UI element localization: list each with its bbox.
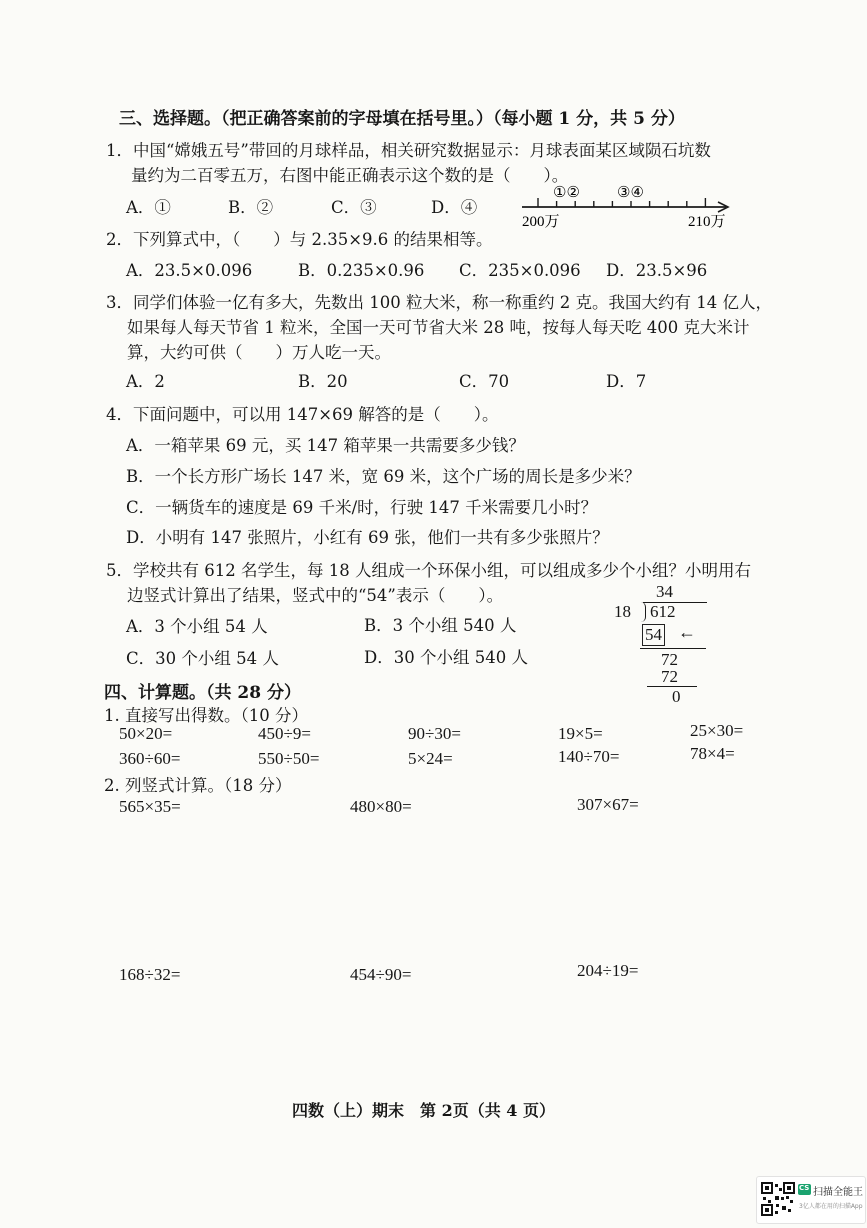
q1-option-d: D．④ [431, 198, 478, 217]
calc-item: 140÷70= [558, 747, 620, 766]
q1-line1: 1．中国“嫦娥五号”带回的月球样品，相关研究数据显示：月球表面某区域陨石坑数 [106, 141, 711, 160]
q4-option-d: D．小明有 147 张照片，小红有 69 张，他们一共有多少张照片？ [126, 528, 609, 547]
division-bracket [641, 602, 646, 622]
calc-item: 25×30= [690, 721, 744, 740]
division-rule-1 [640, 648, 706, 649]
q5-option-a: A．3 个小组 54 人 [126, 617, 268, 636]
vertical-calc-item: 168÷32= [119, 965, 181, 984]
q2-option-d: D．23.5×96 [606, 261, 708, 280]
q3-line1: 3．同学们体验一亿有多大，先数出 100 粒大米，称一称重约 2 克。我国大约有 14 亿人， [106, 293, 772, 312]
vertical-calc-item: 307×67= [577, 795, 639, 814]
section3-title: 三、选择题。（把正确答案前的字母填在括号里。）（每小题 1 分，共 5 分） [119, 109, 685, 129]
calc-item: 450÷9= [258, 724, 311, 743]
q4-option-b: B．一个长方形广场长 147 米，宽 69 米，这个广场的周长是多少米？ [126, 467, 641, 486]
section4-title: 四、计算题。（共 28 分） [104, 683, 301, 703]
q1-option-b: B．② [228, 198, 274, 217]
division-step-54: 54 [642, 624, 665, 646]
calc-item: 50×20= [119, 724, 173, 743]
page-footer: 四数（上）期末 第 2页（共 4 页） [292, 1101, 555, 1120]
number-line-end-label: 210万 [688, 214, 726, 230]
qr-code-icon [761, 1182, 795, 1216]
q2-option-b: B．0.235×0.96 [298, 261, 425, 280]
camscanner-logo [798, 1184, 811, 1195]
calc-item: 360÷60= [119, 749, 181, 768]
vertical-calc-item: 565×35= [119, 797, 181, 816]
number-line-marker-12: ①② [553, 185, 580, 201]
q5-line2: 边竖式计算出了结果，竖式中的“54”表示（ ）。 [127, 586, 504, 605]
calc-item: 19×5= [558, 724, 603, 743]
calc-item: 550÷50= [258, 749, 320, 768]
division-remainder: 0 [672, 687, 681, 706]
vertical-calc-item: 204÷19= [577, 961, 639, 980]
division-quotient: 34 [656, 582, 673, 601]
number-line [518, 182, 734, 232]
watermark-brand: 扫描全能王 [813, 1187, 863, 1198]
q3-line3: 算，大约可供（ ）万人吃一天。 [127, 343, 391, 362]
part1-title: 1. 直接写出得数。（10 分） [104, 706, 308, 725]
calc-item: 90÷30= [408, 724, 461, 743]
q3-line2: 如果每人每天节省 1 粒米，全国一天可节省大米 28 吨，按每人每天吃 400 克大米计 [127, 318, 750, 337]
watermark-subtitle: 3亿人都在用的扫描App [799, 1203, 863, 1210]
number-line-marker-34: ③④ [617, 185, 644, 201]
division-dividend: 612 [650, 602, 676, 621]
q3-option-d: D．7 [606, 372, 647, 391]
q3-option-b: B．20 [298, 372, 348, 391]
vertical-calc-item: 454÷90= [350, 965, 412, 984]
q4-line1: 4．下面问题中，可以用 147×69 解答的是（ ）。 [106, 405, 499, 424]
arrow-left-icon: ← [678, 622, 696, 642]
calc-item: 5×24= [408, 749, 453, 768]
q1-option-a: A．① [126, 198, 171, 217]
division-step-72b: 72 [661, 667, 678, 686]
scanner-watermark [756, 1176, 866, 1224]
number-line-start-label: 200万 [522, 214, 560, 230]
q3-option-a: A．2 [126, 372, 165, 391]
q2-option-c: C．235×0.096 [459, 261, 581, 280]
q5-option-c: C．30 个小组 54 人 [126, 649, 279, 668]
q2-line1: 2．下列算式中，（ ）与 2.35×9.6 的结果相等。 [106, 230, 493, 249]
division-divisor: 18 [614, 602, 631, 621]
part2-title: 2. 列竖式计算。（18 分） [104, 776, 292, 795]
q5-line1: 5．学校共有 612 名学生，每 18 人组成一个环保小组，可以组成多少个小组？小明用右 [106, 561, 751, 580]
division-step-72a: 72 [661, 650, 678, 669]
q5-option-b: B．3 个小组 540 人 [364, 616, 517, 635]
camscanner-logo-text: CS [799, 1184, 810, 1192]
q3-option-c: C．70 [459, 372, 510, 391]
q2-option-a: A．23.5×0.096 [126, 261, 253, 280]
q4-option-a: A．一箱苹果 69 元，买 147 箱苹果一共需要多少钱？ [126, 436, 525, 455]
vertical-calc-item: 480×80= [350, 797, 412, 816]
calc-item: 78×4= [690, 744, 735, 763]
q1-line2: 量约为二百零五万，右图中能正确表示这个数的是（ ）。 [131, 166, 569, 185]
q1-option-c: C．③ [331, 198, 377, 217]
q4-option-c: C．一辆货车的速度是 69 千米/时，行驶 147 千米需要几小时？ [126, 498, 598, 517]
q5-option-d: D．30 个小组 540 人 [364, 648, 528, 667]
